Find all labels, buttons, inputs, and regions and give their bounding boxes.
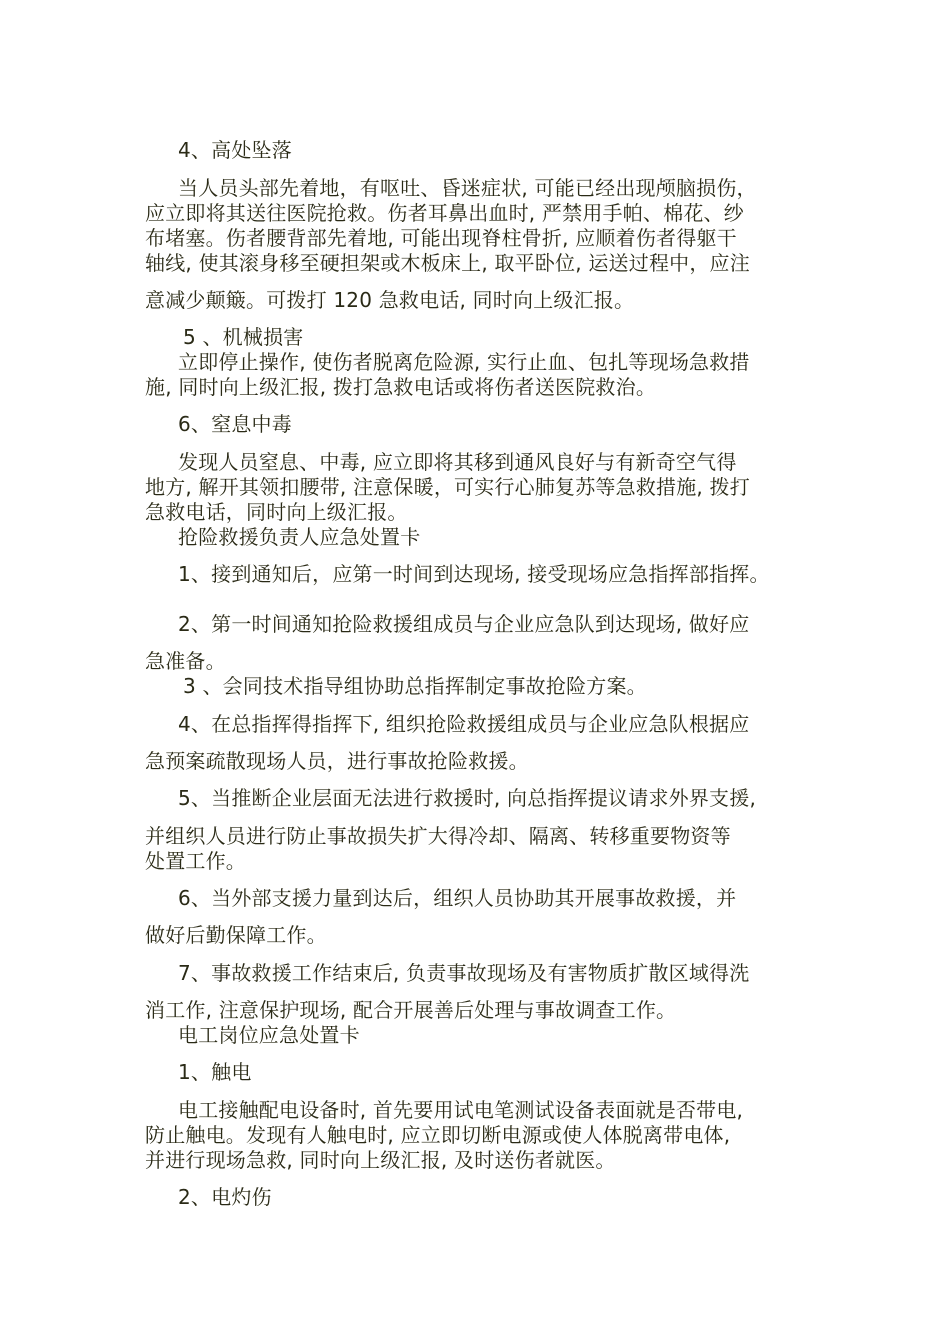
paragraph-line: 处置工作。: [145, 849, 246, 873]
paragraph-line: 防止触电。发现有人触电时, 应立即切断电源或使人体脱离带电体,: [145, 1123, 731, 1147]
paragraph-line: 施, 同时向上级汇报, 拨打急救电话或将伤者送医院救治。: [145, 375, 657, 399]
heading-suffocation-poisoning: 6、窒息中毒: [178, 412, 292, 436]
paragraph-line: 5、当推断企业层面无法进行救援时, 向总指挥提议请求外界支援,: [178, 786, 756, 810]
paragraph-line: 1、接到通知后，应第一时间到达现场, 接受现场应急指挥部指挥。: [178, 562, 770, 586]
paragraph-line: 当人员头部先着地，有呕吐、昏迷症状, 可能已经出现颅脑损伤，: [178, 176, 757, 200]
paragraph-line: 应立即将其送往医院抢救。伤者耳鼻出血时, 严禁用手帕、棉花、纱: [145, 201, 744, 225]
paragraph-line: 布堵塞。伤者腰背部先着地, 可能出现脊柱骨折, 应顺着伤者得躯干: [145, 226, 737, 250]
paragraph-line: 立即停止操作, 使伤者脱离危险源, 实行止血、包扎等现场急救措: [178, 350, 750, 374]
paragraph-line: 轴线, 使其滚身移至硬担架或木板床上, 取平卧位, 运送过程中，应注: [145, 251, 750, 275]
heading-electric-shock: 1、触电: [178, 1060, 252, 1084]
paragraph-line: 意减少颠簸。可拨打 120 急救电话, 同时向上级汇报。: [145, 288, 635, 312]
paragraph-line: 3 、会同技术指导组协助总指挥制定事故抢险方案。: [183, 674, 647, 698]
paragraph-line: 地方, 解开其领扣腰带, 注意保暖，可实行心肺复苏等急救措施, 拨打: [145, 475, 750, 499]
paragraph-line: 急准备。: [145, 649, 226, 673]
heading-electric-burn: 2、电灼伤: [178, 1185, 272, 1209]
paragraph-line: 2、第一时间通知抢险救援组成员与企业应急队到达现场, 做好应: [178, 612, 750, 636]
paragraph-line: 7、事故救援工作结束后, 负责事故现场及有害物质扩散区域得洗: [178, 961, 750, 985]
paragraph-line: 4、在总指挥得指挥下, 组织抢险救援组成员与企业应急队根据应: [178, 712, 750, 736]
heading-fall-from-height: 4、高处坠落: [178, 138, 292, 162]
section-title-rescue-leader-card: 抢险救援负责人应急处置卡: [178, 525, 421, 549]
paragraph-line: 并进行现场急救, 同时向上级汇报, 及时送伤者就医。: [145, 1148, 616, 1172]
paragraph-line: 急预案疏散现场人员，进行事故抢险救援。: [145, 749, 529, 773]
paragraph-line: 发现人员窒息、中毒, 应立即将其移到通风良好与有新奇空气得: [178, 450, 737, 474]
paragraph-line: 电工接触配电设备时, 首先要用试电笔测试设备表面就是否带电,: [178, 1098, 744, 1122]
paragraph-line: 消工作, 注意保护现场, 配合开展善后处理与事故调查工作。: [145, 998, 677, 1022]
paragraph-line: 急救电话，同时向上级汇报。: [145, 500, 408, 524]
paragraph-line: 并组织人员进行防止事故损失扩大得冷却、隔离、转移重要物资等: [145, 824, 731, 848]
section-title-electrician-card: 电工岗位应急处置卡: [178, 1023, 360, 1047]
heading-mechanical-injury: 5 、机械损害: [183, 325, 304, 349]
paragraph-line: 6、当外部支援力量到达后，组织人员协助其开展事故救援，并: [178, 886, 737, 910]
paragraph-line: 做好后勤保障工作。: [145, 923, 327, 947]
